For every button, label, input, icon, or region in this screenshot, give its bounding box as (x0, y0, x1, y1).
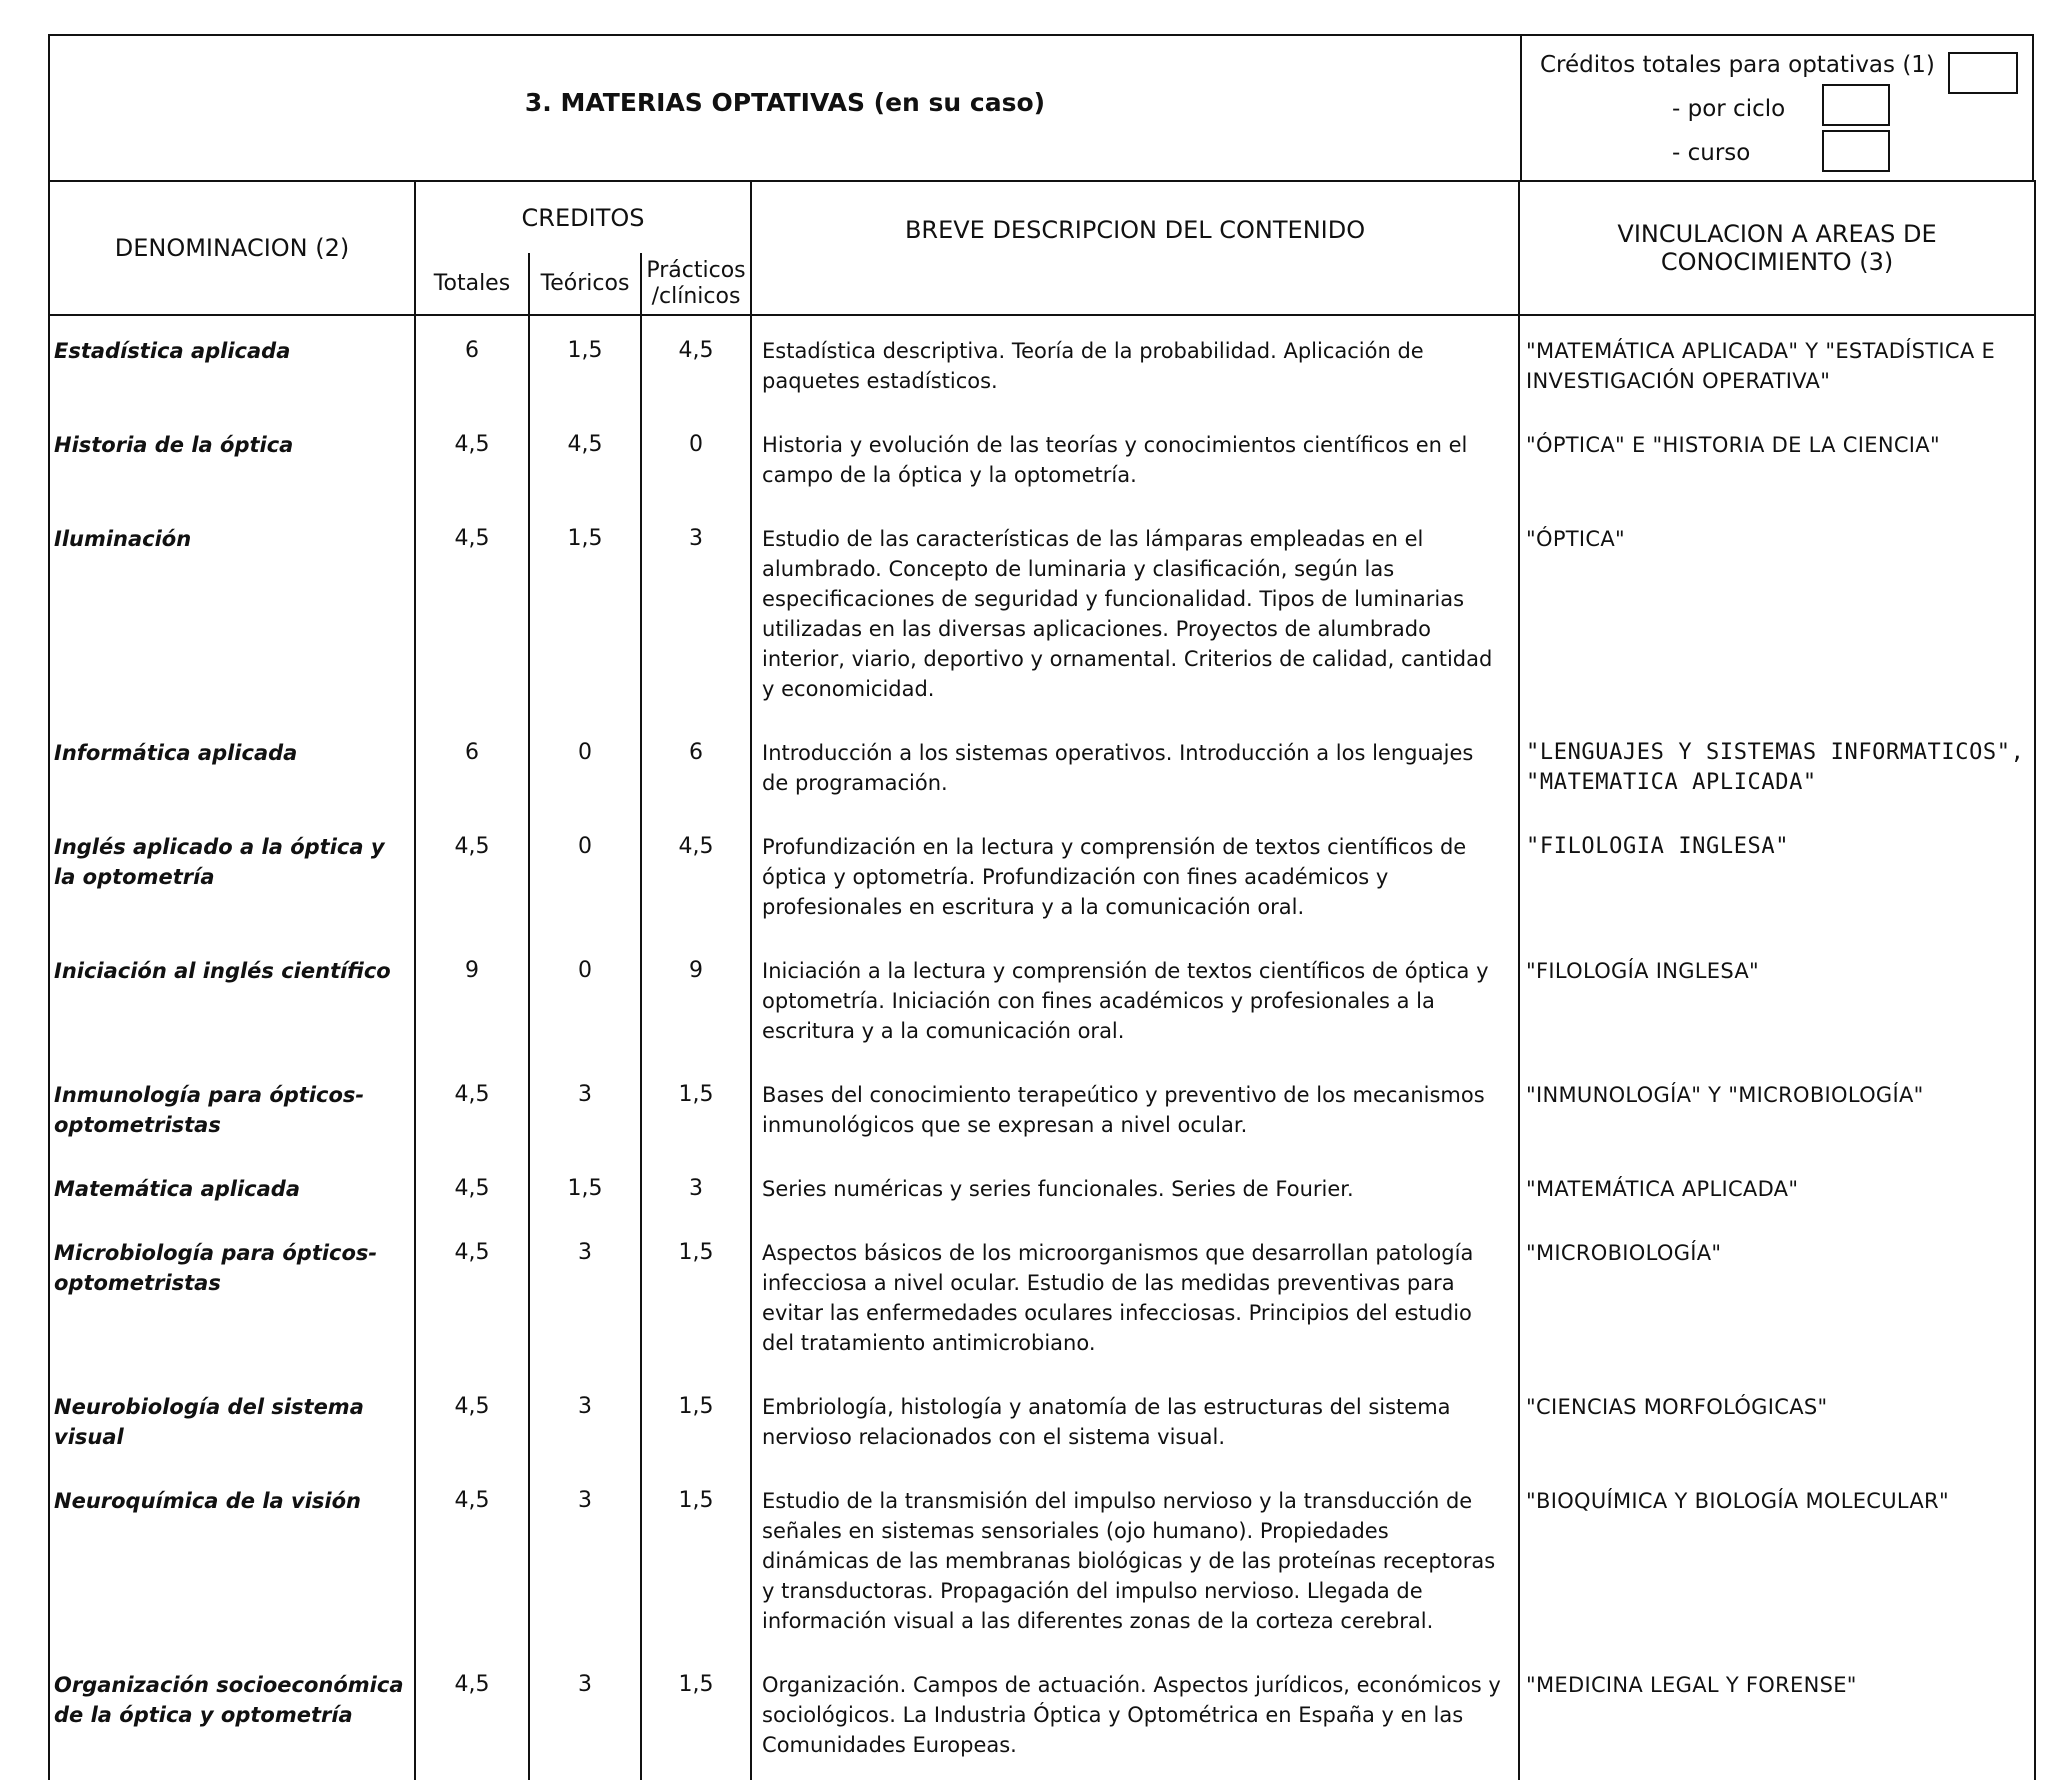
vinculacion-cell: "MATEMÁTICA APLICADA" Y "ESTADÍSTICA E INVESTIGACIÓN OPERATIVA" (1519, 315, 2035, 410)
por-ciclo-box (1822, 84, 1890, 126)
practicos-cell: 1,5 (641, 1060, 751, 1154)
denominacion-cell: Iniciación al inglés científico (49, 936, 415, 1060)
creditos-totales-label: Créditos totales para optativas (1) (1540, 52, 1935, 78)
por-ciclo-label: - por ciclo (1672, 96, 1786, 122)
col-vinculacion: VINCULACION A AREAS DE CONOCIMIENTO (3) (1519, 181, 2035, 315)
practicos-cell: 1,5 (641, 1466, 751, 1650)
teoricos-cell: 1,5 (529, 504, 641, 718)
totales-cell: 9 (415, 936, 529, 1060)
totales-cell: 4,5 (415, 1466, 529, 1650)
practicos-cell: 0 (641, 410, 751, 504)
col-practicos: Prácticos /clínicos (641, 253, 751, 315)
descripcion-cell: Profundización en la lectura y comprensión de textos científicos de óptica y optometría. Profundización con fines académicos y profesionales en escritura y a la comunicación oral. (751, 812, 1519, 936)
table-row (49, 1154, 2035, 1218)
teoricos-cell: 4,5 (529, 410, 641, 504)
col-creditos: CREDITOS (415, 181, 751, 253)
denominacion-cell: Matemática aplicada (49, 1154, 415, 1218)
totales-cell: 4,5 (415, 1154, 529, 1218)
curso-label: - curso (1672, 140, 1751, 166)
col-descripcion: BREVE DESCRIPCION DEL CONTENIDO (751, 181, 1519, 315)
totales-cell: 4,5 (415, 410, 529, 504)
descripcion-cell: Organización. Campos de actuación. Aspectos jurídicos, económicos y sociológicos. La Industria Óptica y Optométrica en España y en las Comunidades Europeas. (751, 1650, 1519, 1780)
totales-cell: 6 (415, 718, 529, 812)
table-row (49, 410, 2035, 504)
col-teoricos: Teóricos (529, 253, 641, 315)
teoricos-cell: 0 (529, 812, 641, 936)
section-header (48, 34, 2034, 180)
totales-cell: 4,5 (415, 504, 529, 718)
teoricos-cell: 0 (529, 718, 641, 812)
table-body (49, 315, 2035, 1780)
totales-cell: 4,5 (415, 1650, 529, 1780)
descripcion-cell: Aspectos básicos de los microorganismos que desarrollan patología infecciosa a nivel ocular. Estudio de las medidas preventivas para evitar las enfermedades oculares infecciosas. Principios del estudio del tratamiento antimicrobiano. (751, 1218, 1519, 1372)
descripcion-cell: Estudio de las características de las lámparas empleadas en el alumbrado. Concepto de luminaria y clasificación, según las especificaciones de seguridad y funcionalidad. Tipos de luminarias utilizadas en las diversas aplicaciones. Proyectos de alumbrado interior, viario, deportivo y ornamental. Criterios de calidad, cantidad y economicidad. (751, 504, 1519, 718)
denominacion-cell: Inglés aplicado a la óptica y la optometría (49, 812, 415, 936)
practicos-cell: 4,5 (641, 315, 751, 410)
totales-cell: 6 (415, 315, 529, 410)
practicos-cell: 3 (641, 1154, 751, 1218)
document-page (48, 34, 2034, 1780)
vinculacion-cell: "FILOLOGIA INGLESA" (1519, 812, 2035, 936)
practicos-cell: 9 (641, 936, 751, 1060)
vinculacion-cell: "MATEMÁTICA APLICADA" (1519, 1154, 2035, 1218)
table-row (49, 718, 2035, 812)
teoricos-cell: 1,5 (529, 315, 641, 410)
descripcion-cell: Embriología, histología y anatomía de las estructuras del sistema nervioso relacionados con el sistema visual. (751, 1372, 1519, 1466)
teoricos-cell: 1,5 (529, 1154, 641, 1218)
vinculacion-cell: "BIOQUÍMICA Y BIOLOGÍA MOLECULAR" (1519, 1466, 2035, 1650)
table-row (49, 1218, 2035, 1372)
vinculacion-cell: "LENGUAJES Y SISTEMAS INFORMATICOS", "MATEMATICA APLICADA" (1519, 718, 2035, 812)
vinculacion-cell: "MICROBIOLOGÍA" (1519, 1218, 2035, 1372)
table-row (49, 1466, 2035, 1650)
descripcion-cell: Bases del conocimiento terapeútico y preventivo de los mecanismos inmunológicos que se expresan a nivel ocular. (751, 1060, 1519, 1154)
practicos-cell: 6 (641, 718, 751, 812)
table-row (49, 315, 2035, 410)
teoricos-cell: 0 (529, 936, 641, 1060)
practicos-cell: 1,5 (641, 1218, 751, 1372)
table-row (49, 504, 2035, 718)
curso-box (1822, 130, 1890, 172)
denominacion-cell: Neurobiología del sistema visual (49, 1372, 415, 1466)
totales-cell: 4,5 (415, 812, 529, 936)
descripcion-cell: Estudio de la transmisión del impulso nervioso y la transducción de señales en sistemas sensoriales (ojo humano). Propiedades dinámicas de las membranas biológicas y de las proteínas receptoras y transductoras. Propagación del impulso nervioso. Llegada de información visual a las diferentes zonas de la corteza cerebral. (751, 1466, 1519, 1650)
denominacion-cell: Microbiología para ópticos-optometristas (49, 1218, 415, 1372)
totales-cell: 4,5 (415, 1218, 529, 1372)
descripcion-cell: Historia y evolución de las teorías y conocimientos científicos en el campo de la óptica y la optometría. (751, 410, 1519, 504)
table-row (49, 936, 2035, 1060)
teoricos-cell: 3 (529, 1060, 641, 1154)
practicos-cell: 4,5 (641, 812, 751, 936)
vinculacion-cell: "ÓPTICA" E "HISTORIA DE LA CIENCIA" (1519, 410, 2035, 504)
table-row (49, 1060, 2035, 1154)
denominacion-cell: Informática aplicada (49, 718, 415, 812)
denominacion-cell: Estadística aplicada (49, 315, 415, 410)
practicos-cell: 1,5 (641, 1372, 751, 1466)
teoricos-cell: 3 (529, 1466, 641, 1650)
denominacion-cell: Historia de la óptica (49, 410, 415, 504)
denominacion-cell: Neuroquímica de la visión (49, 1466, 415, 1650)
vinculacion-cell: "FILOLOGÍA INGLESA" (1519, 936, 2035, 1060)
vinculacion-cell: "ÓPTICA" (1519, 504, 2035, 718)
table-row (49, 1650, 2035, 1780)
teoricos-cell: 3 (529, 1650, 641, 1780)
teoricos-cell: 3 (529, 1218, 641, 1372)
teoricos-cell: 3 (529, 1372, 641, 1466)
table-row (49, 1372, 2035, 1466)
header-divider (1520, 36, 1522, 180)
optativas-table (48, 180, 2036, 1780)
totales-cell: 4,5 (415, 1060, 529, 1154)
section-title: 3. MATERIAS OPTATIVAS (en su caso) (524, 88, 1046, 117)
table-row (49, 812, 2035, 936)
denominacion-cell: Organización socioeconómica de la óptica y optometría (49, 1650, 415, 1780)
col-totales: Totales (415, 253, 529, 315)
vinculacion-cell: "CIENCIAS MORFOLÓGICAS" (1519, 1372, 2035, 1466)
totales-cell: 4,5 (415, 1372, 529, 1466)
practicos-cell: 3 (641, 504, 751, 718)
descripcion-cell: Introducción a los sistemas operativos. Introducción a los lenguajes de programación. (751, 718, 1519, 812)
denominacion-cell: Inmunología para ópticos-optometristas (49, 1060, 415, 1154)
denominacion-cell: Iluminación (49, 504, 415, 718)
practicos-cell: 1,5 (641, 1650, 751, 1780)
descripcion-cell: Series numéricas y series funcionales. Series de Fourier. (751, 1154, 1519, 1218)
descripcion-cell: Iniciación a la lectura y comprensión de textos científicos de óptica y optometría. Iniciación con fines académicos y profesionales a la escritura y a la comunicación oral. (751, 936, 1519, 1060)
vinculacion-cell: "MEDICINA LEGAL Y FORENSE" (1519, 1650, 2035, 1780)
vinculacion-cell: "INMUNOLOGÍA" Y "MICROBIOLOGÍA" (1519, 1060, 2035, 1154)
creditos-totales-box (1948, 52, 2018, 94)
descripcion-cell: Estadística descriptiva. Teoría de la probabilidad. Aplicación de paquetes estadísticos. (751, 315, 1519, 410)
col-denominacion: DENOMINACION (2) (49, 181, 415, 315)
